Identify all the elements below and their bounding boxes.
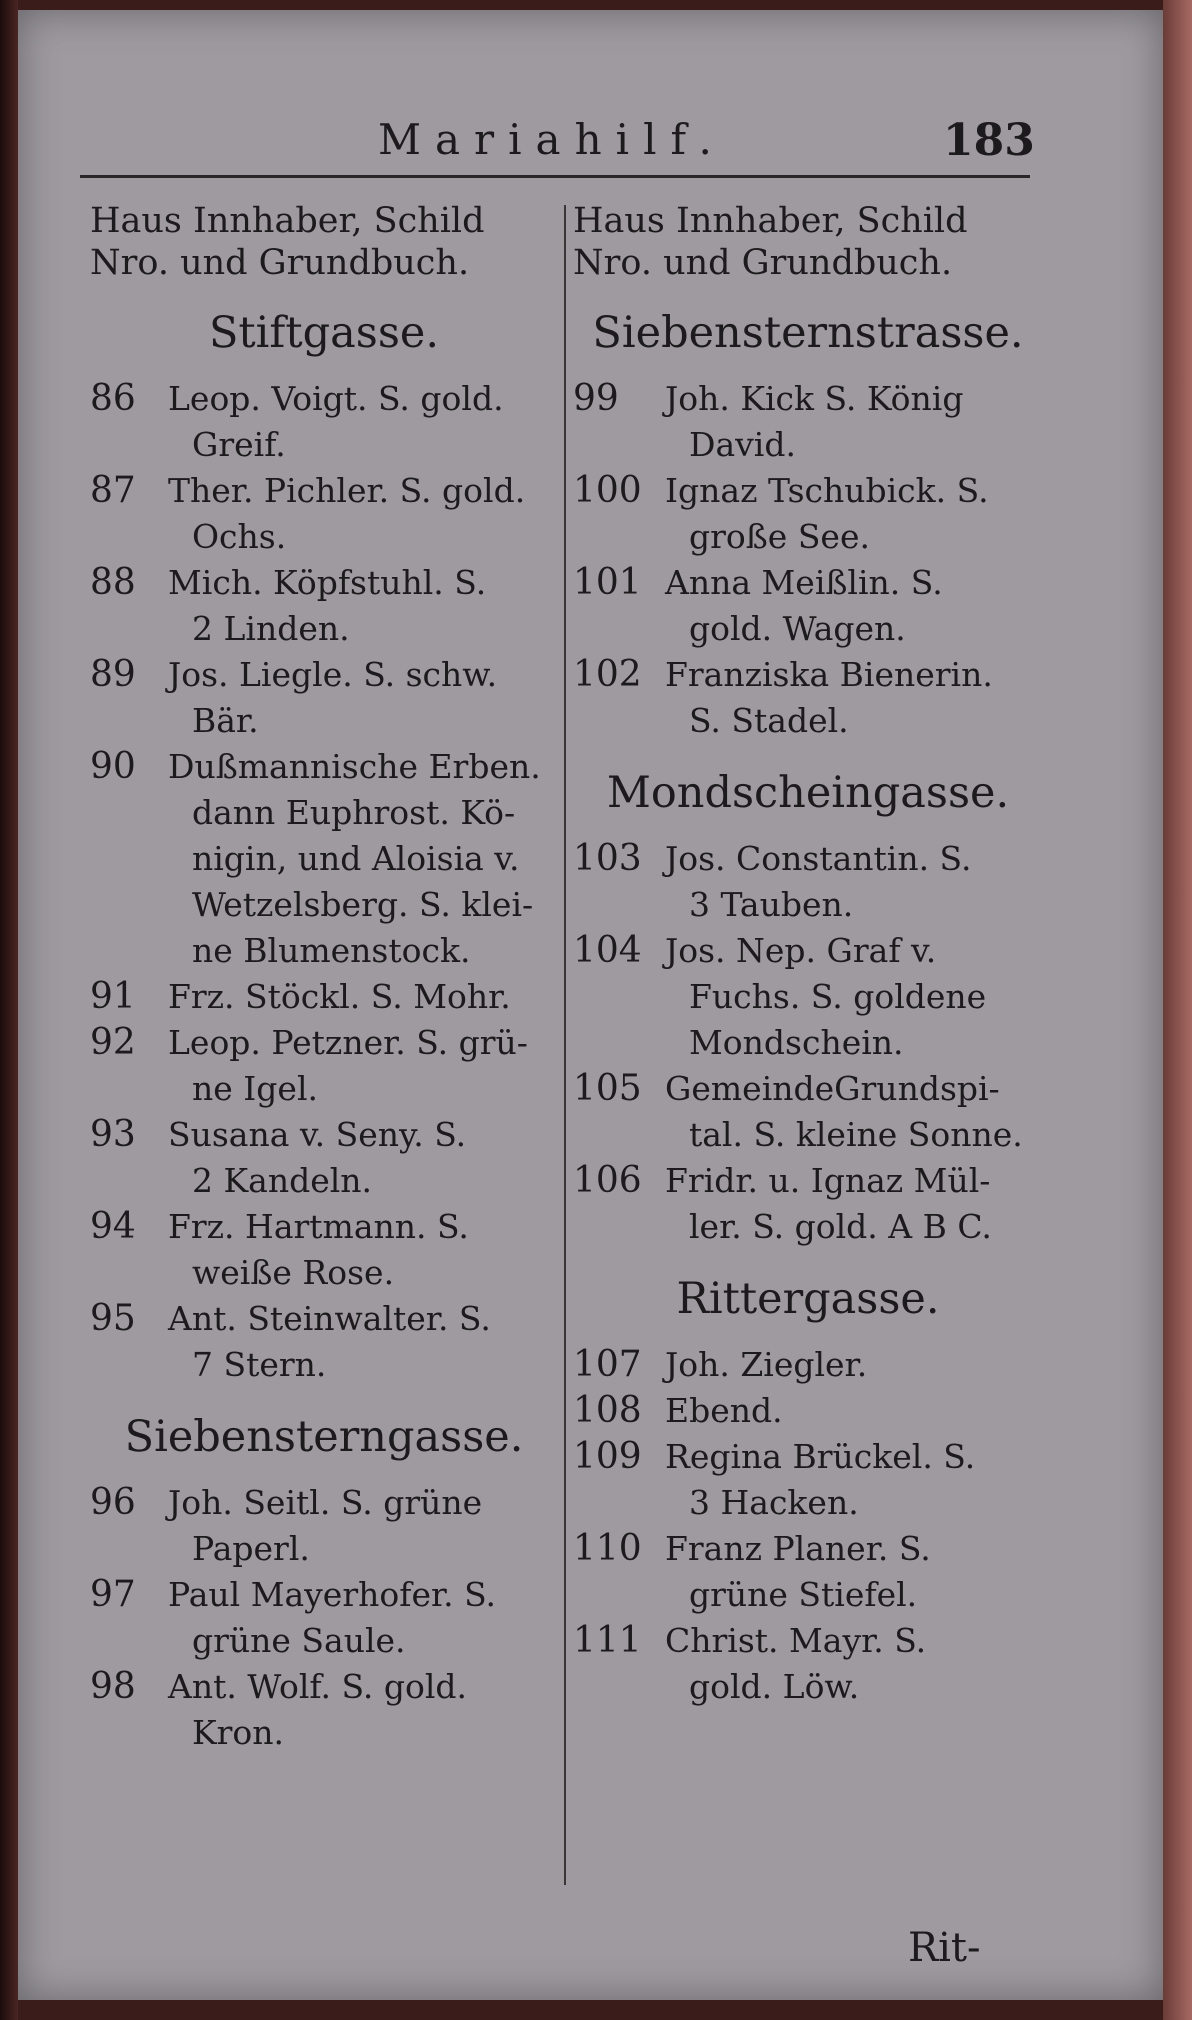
house-entry <box>90 560 558 652</box>
house-entry <box>573 560 1043 652</box>
entry-line: Ochs. <box>192 517 287 556</box>
house-number: 90 <box>90 746 136 787</box>
entry-line: Susana v. Seny. S. <box>168 1115 467 1154</box>
entry-text <box>665 928 1043 1066</box>
entry-line: GemeindeGrundspi- <box>665 1069 1000 1108</box>
house-entry <box>573 928 1043 1066</box>
entry-text <box>168 652 558 744</box>
entry-line: große See. <box>689 517 870 556</box>
house-entry <box>90 1112 558 1204</box>
entry-line: Jos. Liegle. S. schw. <box>168 655 498 694</box>
house-entry <box>573 652 1043 744</box>
entry-line: Greif. <box>192 425 286 464</box>
house-entry <box>90 652 558 744</box>
entry-line: ne Igel. <box>192 1069 319 1108</box>
house-number: 105 <box>573 1068 642 1109</box>
entry-text <box>168 744 558 974</box>
entry-text <box>168 1204 558 1296</box>
house-number: 111 <box>573 1620 642 1661</box>
entry-line: Kron. <box>192 1713 285 1752</box>
house-entry <box>90 376 558 468</box>
house-number: 89 <box>90 654 136 695</box>
house-number: 88 <box>90 562 136 603</box>
house-entry <box>573 1526 1043 1618</box>
entry-line: Joh. Ziegler. <box>665 1345 868 1384</box>
entry-text <box>665 1618 1043 1710</box>
house-entry <box>90 974 558 1020</box>
entry-line: Jos. Constantin. S. <box>665 839 972 878</box>
house-number: 87 <box>90 470 136 511</box>
entry-text <box>168 1480 558 1572</box>
entry-text <box>665 1066 1043 1158</box>
house-number: 94 <box>90 1206 136 1247</box>
house-entry <box>90 1572 558 1664</box>
entry-line: 3 Hacken. <box>689 1483 859 1522</box>
entry-text <box>665 652 1043 744</box>
house-number: 86 <box>90 378 136 419</box>
entry-line: Fridr. u. Ignaz Mül- <box>665 1161 991 1200</box>
entry-line: 7 Stern. <box>192 1345 327 1384</box>
house-number: 103 <box>573 838 642 879</box>
column-header: Nro. und Grundbuch. <box>90 243 470 283</box>
entry-text <box>168 1296 558 1388</box>
entry-line: Christ. Mayr. S. <box>665 1621 927 1660</box>
entry-line: Dußmannische Erben. <box>168 747 541 786</box>
entry-line: gold. Wagen. <box>689 609 906 648</box>
house-number: 110 <box>573 1528 642 1569</box>
entry-line: Mich. Köpfstuhl. S. <box>168 563 487 602</box>
book-edge <box>1163 0 1192 2020</box>
house-number: 104 <box>573 930 642 971</box>
house-number: 93 <box>90 1114 136 1155</box>
column-header: Haus Innhaber, Schild <box>573 201 968 241</box>
entry-line: 3 Tauben. <box>689 885 854 924</box>
house-number: 100 <box>573 470 642 511</box>
column-header: Nro. und Grundbuch. <box>573 243 953 283</box>
entry-text <box>168 468 558 560</box>
entry-text <box>665 1158 1043 1250</box>
entry-text <box>168 1572 558 1664</box>
entry-line: Bär. <box>192 701 259 740</box>
house-number: 106 <box>573 1160 642 1201</box>
entry-text <box>665 468 1043 560</box>
entry-line: Leop. Voigt. S. gold. <box>168 379 504 418</box>
entry-line: Fuchs. S. goldene <box>689 977 987 1016</box>
entry-line: Ant. Wolf. S. gold. <box>168 1667 468 1706</box>
right-column <box>573 200 1043 1710</box>
entry-line: weiße Rose. <box>192 1253 395 1292</box>
house-entry <box>573 1342 1043 1388</box>
house-number: 109 <box>573 1436 642 1477</box>
column-header: Haus Innhaber, Schild <box>90 201 485 241</box>
house-entry <box>573 836 1043 928</box>
entry-line: nigin, und Aloisia v. <box>192 839 520 878</box>
house-number: 101 <box>573 562 642 603</box>
entry-line: Paperl. <box>192 1529 310 1568</box>
entry-line: Ebend. <box>665 1391 783 1430</box>
house-number: 102 <box>573 654 642 695</box>
entry-text <box>168 1112 558 1204</box>
entry-line: grüne Saule. <box>192 1621 406 1660</box>
entry-line: Frz. Hartmann. S. <box>168 1207 469 1246</box>
header-rule <box>80 175 1030 178</box>
street-heading: Rittergasse. <box>676 1274 940 1324</box>
entry-line: gold. Löw. <box>689 1667 860 1706</box>
house-entry <box>90 1020 558 1112</box>
house-entry <box>573 376 1043 468</box>
entry-text <box>168 376 558 468</box>
entry-text <box>665 1434 1043 1526</box>
entry-line: Mondschein. <box>689 1023 904 1062</box>
entry-line: ler. S. gold. A B C. <box>689 1207 992 1246</box>
house-entry <box>90 744 558 974</box>
entry-line: Joh. Seitl. S. grüne <box>168 1483 483 1522</box>
entry-text <box>665 560 1043 652</box>
entry-line: Paul Mayerhofer. S. <box>168 1575 497 1614</box>
entry-text <box>665 376 1043 468</box>
book-page <box>18 10 1163 2000</box>
entry-text <box>168 974 558 1020</box>
entry-line: S. Stadel. <box>689 701 849 740</box>
house-number: 92 <box>90 1022 136 1063</box>
entry-text <box>665 1526 1043 1618</box>
page-number: 183 <box>943 115 1035 166</box>
house-number: 97 <box>90 1574 136 1615</box>
house-entry <box>90 1204 558 1296</box>
street-heading: Stiftgasse. <box>208 308 440 358</box>
entry-line: grüne Stiefel. <box>689 1575 918 1614</box>
entry-line: Anna Meißlin. S. <box>665 563 943 602</box>
entry-line: Jos. Nep. Graf v. <box>665 931 937 970</box>
house-number: 107 <box>573 1344 642 1385</box>
house-entry <box>573 1434 1043 1526</box>
entry-line: Ignaz Tschubick. S. <box>665 471 989 510</box>
street-heading: Siebensterngasse. <box>124 1412 524 1462</box>
entry-text <box>168 1020 558 1112</box>
house-number: 96 <box>90 1482 136 1523</box>
entry-line: Leop. Petzner. S. grü- <box>168 1023 528 1062</box>
running-head <box>18 115 1163 175</box>
catchword: Rit- <box>908 1925 981 1971</box>
running-head-title: Mariahilf. <box>378 115 726 164</box>
entry-text <box>168 1664 558 1756</box>
street-heading: Siebensternstrasse. <box>592 308 1024 358</box>
house-entry <box>90 1296 558 1388</box>
entry-line: ne Blumenstock. <box>192 931 471 970</box>
entry-text <box>168 560 558 652</box>
house-entry <box>573 468 1043 560</box>
entry-line: Ther. Pichler. S. gold. <box>168 471 526 510</box>
entry-text <box>665 836 1043 928</box>
entry-line: Regina Brückel. S. <box>665 1437 976 1476</box>
house-entry <box>573 1388 1043 1434</box>
house-entry <box>573 1158 1043 1250</box>
entry-text <box>665 1388 1043 1434</box>
entry-line: dann Euphrost. Kö- <box>192 793 516 832</box>
house-entry <box>573 1066 1043 1158</box>
entry-line: 2 Linden. <box>192 609 350 648</box>
house-entry <box>90 1480 558 1572</box>
house-entry <box>90 1664 558 1756</box>
house-number: 95 <box>90 1298 136 1339</box>
entry-line: Franz Planer. S. <box>665 1529 931 1568</box>
entry-line: Franziska Bienerin. <box>665 655 993 694</box>
street-heading: Mondscheingasse. <box>606 768 1010 818</box>
house-number: 91 <box>90 976 136 1017</box>
entry-line: Joh. Kick S. König <box>665 379 964 418</box>
entry-text <box>665 1342 1043 1388</box>
house-number: 98 <box>90 1666 136 1707</box>
house-number: 99 <box>573 378 619 419</box>
left-column <box>90 200 558 1756</box>
entry-line: Frz. Stöckl. S. Mohr. <box>168 977 511 1016</box>
entry-line: Wetzelsberg. S. klei- <box>192 885 534 924</box>
house-entry <box>573 1618 1043 1710</box>
entry-line: 2 Kandeln. <box>192 1161 373 1200</box>
house-entry <box>90 468 558 560</box>
entry-line: Ant. Steinwalter. S. <box>168 1299 491 1338</box>
column-divider <box>564 205 566 1885</box>
entry-line: David. <box>689 425 796 464</box>
book-spine <box>0 0 18 2020</box>
entry-line: tal. S. kleine Sonne. <box>689 1115 1023 1154</box>
house-number: 108 <box>573 1390 642 1431</box>
